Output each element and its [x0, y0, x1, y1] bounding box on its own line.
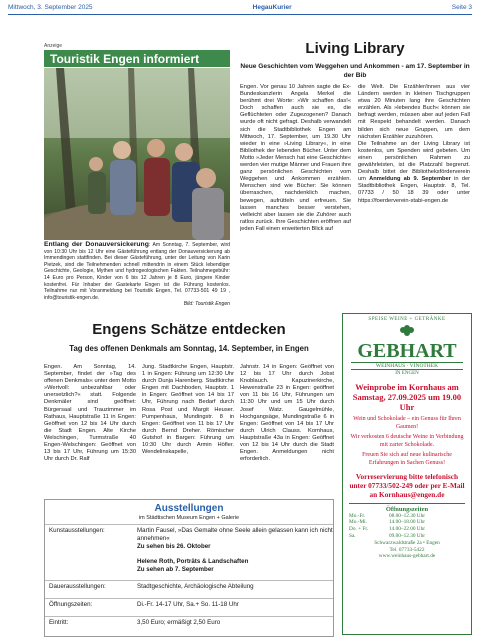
living-col-2 [358, 84, 470, 314]
hours-day: Do. + Fr. [349, 526, 369, 533]
exhibitions-subtitle: im Städtischen Museum Engen + Galerie [138, 515, 240, 521]
ad-website[interactable]: www.weinhaus-gebhart.de [378, 553, 436, 560]
living-col-2d: in der Stadtbibliothek Engen, Hauptstr. 8, Tel. 07733 / 50 18 39 oder unter https://foerderverein-stabi-engen.de [358, 176, 470, 204]
hours-row [349, 519, 465, 526]
ad-text-1: Wein und Schokolade – ein Genuss für Ihren Gaumen! [353, 416, 461, 430]
hours-row [349, 526, 465, 533]
schaetze-title: Engens Schätze entdecken [92, 321, 286, 338]
row-label: Dauerausstellungen: [49, 583, 106, 590]
row-value: Stadtgeschichte, Archäologische Abteilung [137, 583, 254, 590]
exhibition-row [45, 556, 333, 578]
exhibitions-title: Ausstellungen [154, 503, 224, 514]
header-date: Mittwoch, 3. September 2025 [8, 4, 93, 11]
living-library-title: Living Library [305, 40, 405, 57]
header-page: Seite 3 [451, 4, 472, 11]
ad-hours-title: Öffnungszeiten [385, 505, 429, 513]
hours-time: 14.00–18.00 Uhr [389, 519, 426, 526]
ad-arc-text: SPEISE WEINE + GETRÄNKE [368, 317, 446, 322]
living-col-2b: Die Teilnahme an der Living Library ist kostenlos, um Spenden wird gebeten. Um einen persönlichen Rahmen zu gewährleisten, ist die Platzzahl begrenzt. Deshalb bittet der Bibliotheksförderverein um [358, 140, 470, 183]
ad-text-3: Freuen Sie sich auf neue kulinarische Erfahrungen in Sachen Genuss! [362, 452, 452, 466]
header-paper: HegauKurier [252, 4, 292, 11]
caption-lead: Entlang der Donauversickerung [44, 241, 149, 248]
row-value: 3,50 Euro; ermäßigt 2,50 Euro [137, 619, 221, 626]
schaetze-subtitle: Tag des offenen Denkmals am Sonntag, 14. September, in Engen [69, 344, 309, 353]
schaetze-col-2: Jung. Stadtkirche Engen, Hauptstr. 1 in Engen: Führung um 12:30 Uhr durch Dunja Harenberg. Stadtkirche Engen mit Dachboden, Hauptstr. 1 in Engen: Geöffnet von 14 bis 17 Uhr, Führung nach Bedarf durch Rosa Post und Margit Heuser. Pumpenhaus, Mundingstr. 8 in Engen: Geöffnet von 11 bis 17 Uhr durch Bernd Dreher. Römischer Gutshof in Bargen: Führung um 10:30 Uhr durch Armin Höfler. Wendelinskapelle, [142, 364, 234, 456]
hours-row [349, 513, 465, 520]
ad-text-2: Wir verkosten 6 deutsche Weine in Verbindung mit zarter Schokolade. [350, 434, 464, 448]
page-header [8, 3, 472, 15]
hours-time: 14.00–22.00 Uhr [389, 526, 426, 533]
row-note: Zu sehen ab 7. September [137, 566, 214, 573]
grape-icon [343, 323, 471, 341]
living-library-subtitle: Neue Geschichten vom Weggehen und Ankommen - am 17. September in der Bib [240, 63, 470, 79]
ad-headline: Weinprobe im Kornhaus am Samstag, 27.09.2025 um 19.00 Uhr [352, 382, 462, 412]
hours-time: 08.00–12.30 Uhr [389, 512, 426, 519]
schaetze-col-3: Jahnstr. 14 in Engen: Geöffnet von 12 bis 17 Uhr durch Jobst Knoblauch. Kapuzinerkirche, Hewenstraße 23 in Engen: geöffnet von 11 bis 16 Uhr, Führungen um 11:30 Uhr und um 15 Uhr durch Josef Watz. Gaugelmühle, Hochgangsäge, Mundingstraße 6 in Engen: Geöffnet von 14 bis 17 Uhr durch Ulrich Clauss. Kornhaus, Hauptstraße 43a in Engen: Geöffnet von 12 bis 14 Uhr durch die Stadt Engen. Anmeldungen nicht erforderlich. [240, 364, 334, 463]
row-value [137, 527, 333, 554]
touristik-caption [44, 242, 230, 308]
touristik-banner: Touristik Engen informiert [44, 50, 230, 67]
hours-row [349, 533, 465, 540]
row-label: Eintritt: [49, 619, 69, 626]
hours-day: Mo.-Mi. [349, 519, 367, 526]
ad-place: IN ENGEN [395, 371, 419, 376]
row-note: Zu sehen bis 26. Oktober [137, 543, 211, 550]
living-signup: Anmeldung ab 9. September [369, 176, 451, 183]
hours-day: Sa. [349, 532, 356, 539]
hours-day: Mo.-Fr. [349, 512, 366, 519]
row-value [137, 558, 333, 578]
ad-brand: GEBHART [357, 340, 457, 362]
exhibition-row [45, 616, 333, 634]
exhibition-row [45, 580, 333, 596]
exhibition-row [45, 524, 333, 554]
ad-address: Schwarzwaldstraße 2a • Engen [374, 539, 440, 546]
anzeige-label: Anzeige [44, 43, 63, 49]
ad-reservation: Vorreservierung bitte telefonisch unter 07733/502-249 oder per E-Mail an Kornhaus@engen.de [349, 471, 465, 499]
row-value-text: Martin Fausel, »Das Gemalte ohne Seele allein gelassen kann ich nicht annehmen« [137, 527, 333, 542]
caption-body: : Am Sonntag, 7. September, wird von 10:30 Uhr bis 12 Uhr eine Gästeführung entlang der Donauversickerung ab Immendingen stattfinden. Bei dieser Gästeführung, unter der Leitung von Karin Pietzek, sind die Teilnehmenden schnell mittendrin in einem Stück lebendiger Geschichte, Geologie, Mythen und hydrogeologischen Fakten. Teilnahmegebühr: 14 Euro pro Person, Kinder von 6 bis 12 Jahren je 8 Euro, jüngere Kinder kostenfrei. Für Inhaber der Gastekarte Engen ist die Führung kostenlos. Teilnahme nur mit Voranmeldung bei Touristik Engen, Tel. 07733-501 49 19 , info@touristik-engen.de. [44, 242, 230, 301]
row-value: Di.-Fr. 14-17 Uhr, Sa.+ So. 11-18 Uhr [137, 601, 239, 608]
schaetze-col-1: Engen. Am Sonntag, 14. September, findet der »Tag des offenen Denkmals« unter dem Motto »Wertvoll: unbezahlbar oder unersetzlich?« statt. Folgende Denkmäler sind geöffnet: Bürgersaal und Trauzimmer im Rathaus, Hauptstraße 11 in Engen: Geöffnet von 12 bis 14 Uhr durch die Stadt Engen. Alte Kirche Welschingen, Turmstraße 40 Engen-Welschingen: Geöffnet von 13 bis 17 Uhr, Führung um 15:30 Uhr durch Dr. Ralf [44, 364, 136, 463]
touristik-photo [44, 68, 230, 240]
living-col-1: Engen. Vor genau 10 Jahren sagte die Ex-Bundeskanzlerin Angela Merkel die berühmt drei Worte: »Wir schaffen das!« Doch schaffen auch sie es, die Geflüchteten oder Zugezogenen? Danach wurde oft nicht gefragt. Deshalb verwandelt sich die Stadtbibliothek Engen am Mittwoch, 17. September, um 19.30 Uhr wieder in eine »Living Library«, in eine Bibliothek der lebenden Bücher. Unter dem Motto »Jeder Mensch hat eine Geschichte« werden vier mutige Männer und Frauen ihre ganz persönlichen Geschichten vom Weggehen und Ankommen erzählen. Menschen sind wie Bücher: Sie können überraschen, nachdenklich machen, bewegen, aufrütteln und erfreuen. Sie lassen manches besser verstehen, vielleicht aber lassen sie die Zuhörer auch ratlos zurück. Ihre Geschichten eröffnen auf jeden Fall einen erweiterten Blick auf [240, 84, 351, 232]
photo-credit: Bild: Touristik Engen [183, 301, 230, 308]
row-label: Öffnungszeiten: [49, 601, 93, 608]
exhibition-row [45, 598, 333, 614]
ad-phone: Tel. 07733-5422 [389, 546, 425, 553]
gebhart-ad [342, 313, 472, 635]
row-value-text: Helene Roth, Porträts & Landschaften [137, 558, 249, 565]
exhibitions-box [44, 499, 334, 637]
living-col-2-text: die Welt. Die Erzähler/innen aus vier Ländern werden in kleinen Tischgruppen etwa 20 Minuten lang ihre Geschichten erzählen. Als »lebendes Buch« können sie befragt werden, müssen aber auf jeden Fall mit Respekt behandelt werden. Danach bilden sich neue Gruppen, um dem nächsten Erzähler zuzuhören. [358, 84, 470, 140]
forest-photo-illustration [44, 68, 230, 240]
ad-tagline: WEINHAUS · VINOTHEK [351, 362, 463, 370]
hours-time: 09.00–12.30 Uhr [389, 532, 426, 539]
row-label [45, 558, 137, 578]
row-label: Kunstausstellungen: [49, 527, 105, 534]
